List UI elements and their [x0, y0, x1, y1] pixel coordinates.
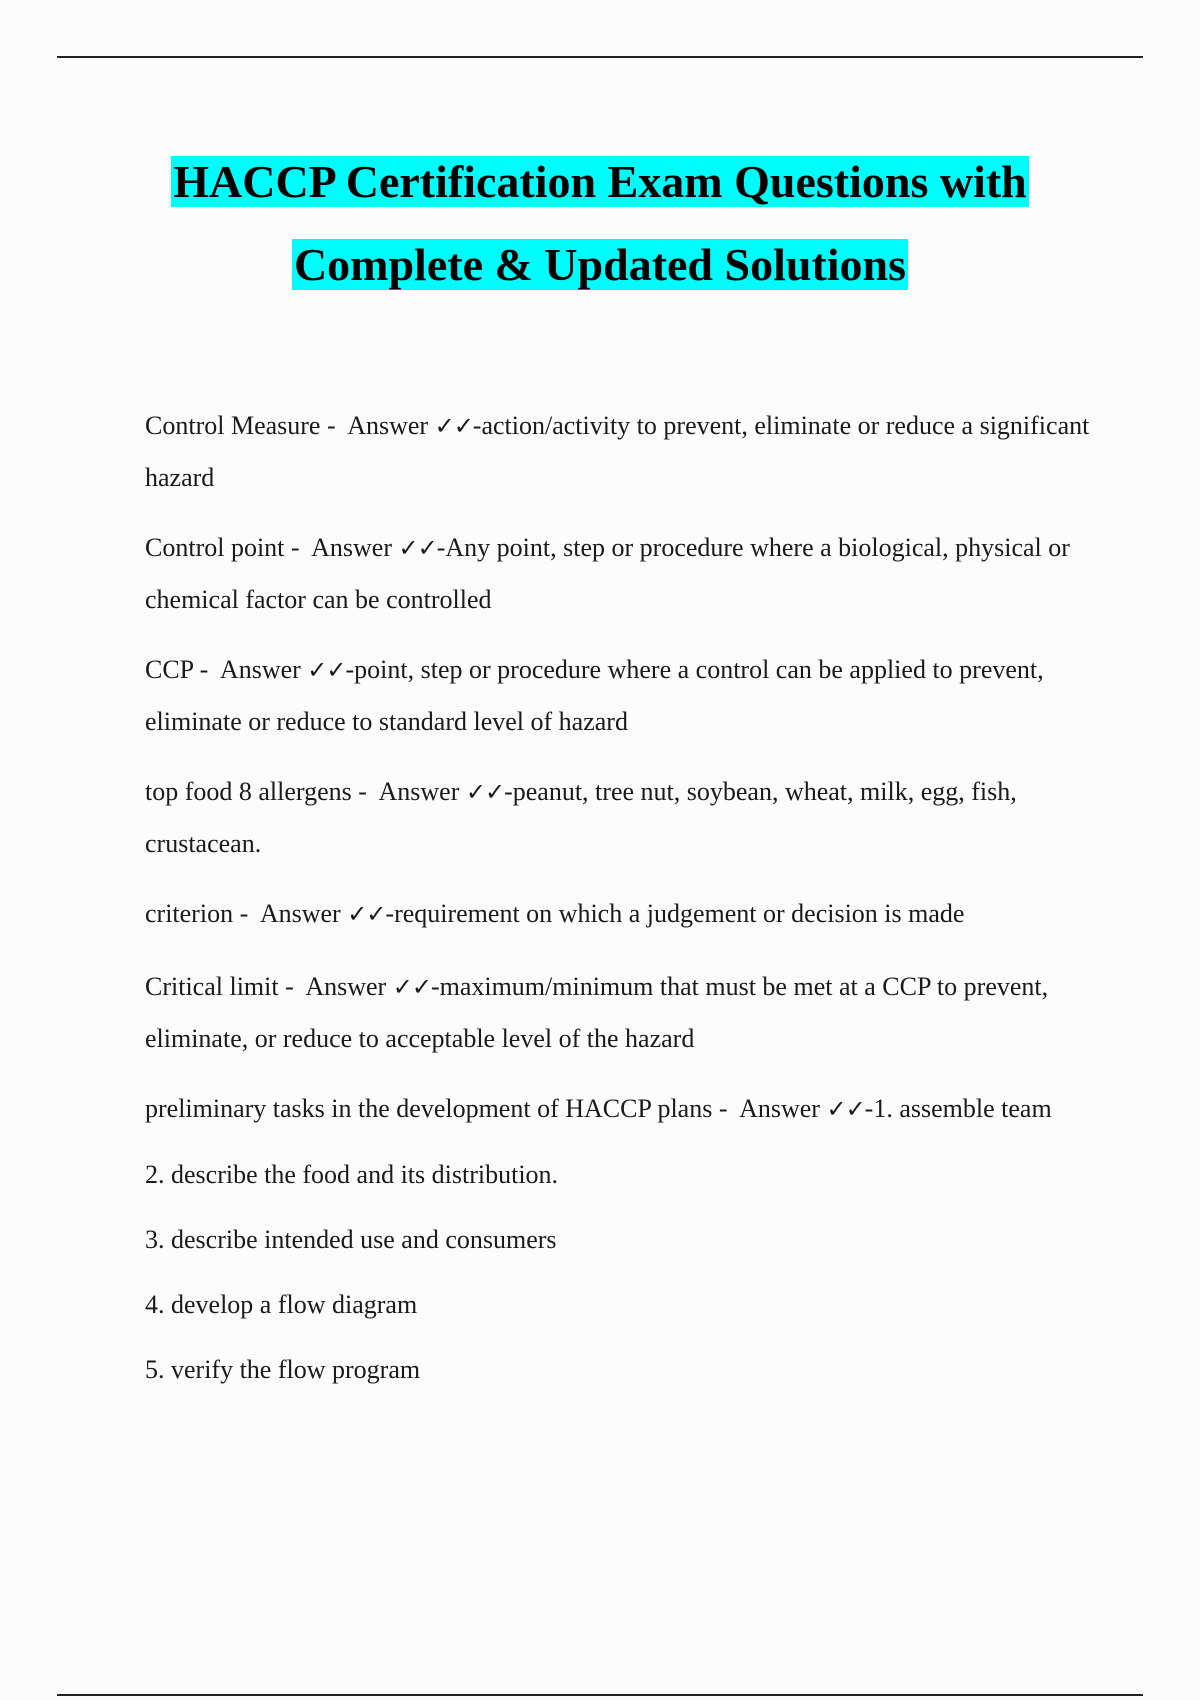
qa-term: criterion -	[145, 899, 249, 928]
qa-term: preliminary tasks in the development of HACCP plans -	[145, 1094, 728, 1123]
qa-term: Control Measure -	[145, 411, 336, 440]
answer-label: Answer	[219, 655, 301, 684]
qa-answer: -requirement on which a judgement or decision is made	[385, 899, 965, 928]
title-line-1: HACCP Certification Exam Questions with	[173, 156, 1027, 207]
task-step-3: 3. describe intended use and consumers	[145, 1225, 557, 1254]
top-rule	[57, 56, 1143, 58]
double-check-icon: ✓✓	[347, 900, 386, 928]
page-title	[0, 140, 1200, 306]
qa-item-control-measure	[145, 400, 1090, 503]
qa-answer: -maximum/minimum that must be met at a CCP to prevent, eliminate, or reduce to acceptable level of the hazard	[145, 972, 1049, 1053]
qa-answer: -1. assemble team	[864, 1094, 1052, 1123]
double-check-icon: ✓✓	[434, 412, 473, 440]
double-check-icon: ✓✓	[465, 778, 505, 806]
qa-item-control-point	[145, 522, 1090, 625]
qa-item-criterion	[145, 888, 1090, 940]
double-check-icon: ✓✓	[307, 656, 346, 684]
answer-label: Answer	[305, 972, 387, 1001]
qa-answer: -point, step or procedure where a control can be applied to prevent, eliminate or reduce to standard level of hazard	[145, 655, 1044, 736]
qa-answer: -peanut, tree nut, soybean, wheat, milk, egg, fish, crustacean.	[145, 777, 1017, 858]
answer-label: Answer	[739, 1094, 820, 1123]
answer-label: Answer	[311, 533, 393, 562]
qa-term: Control point -	[145, 533, 300, 562]
qa-list	[145, 400, 1090, 1409]
answer-label: Answer	[259, 899, 341, 928]
qa-answer: -Any point, step or procedure where a biological, physical or chemical factor can be controlled	[145, 533, 1070, 614]
task-step-2: 2. describe the food and its distribution.	[145, 1160, 559, 1189]
title-line-2: Complete & Updated Solutions	[293, 239, 907, 290]
qa-term: Critical limit -	[145, 972, 294, 1001]
bottom-rule	[57, 1694, 1143, 1696]
qa-item-ccp	[145, 644, 1090, 747]
qa-item-allergens	[145, 766, 1090, 869]
qa-term: top food 8 allergens -	[145, 777, 367, 806]
double-check-icon: ✓✓	[826, 1095, 865, 1123]
qa-item-critical-limit	[145, 961, 1090, 1064]
task-step-5: 5. verify the flow program	[145, 1355, 421, 1384]
qa-answer: -action/activity to prevent, eliminate or reduce a significant hazard	[145, 411, 1090, 492]
double-check-icon: ✓✓	[392, 973, 431, 1001]
task-step-4: 4. develop a flow diagram	[145, 1290, 418, 1319]
double-check-icon: ✓✓	[398, 534, 437, 562]
qa-term: CCP -	[145, 655, 209, 684]
answer-label: Answer	[347, 411, 429, 440]
answer-label: Answer	[378, 777, 460, 806]
qa-item-preliminary-tasks	[145, 1083, 1090, 1135]
